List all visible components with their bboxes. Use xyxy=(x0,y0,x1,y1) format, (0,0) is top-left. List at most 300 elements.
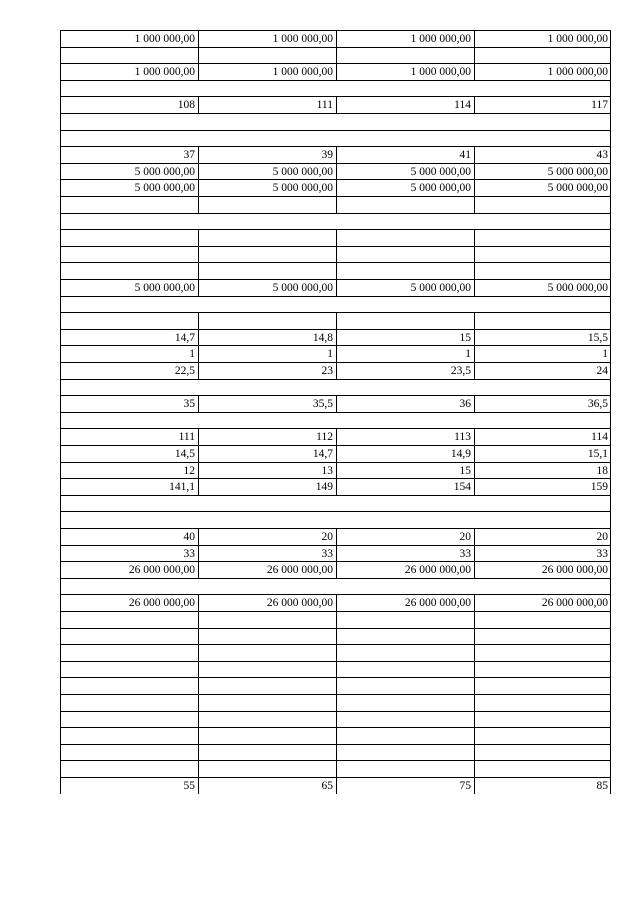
table-border-right xyxy=(610,379,611,396)
column-divider xyxy=(474,760,475,777)
table-border-right xyxy=(610,578,611,595)
table-cell: 5 000 000,00 xyxy=(134,182,195,195)
table-cell: 33 xyxy=(459,547,471,560)
table-cell xyxy=(474,47,611,63)
table-border-right xyxy=(610,661,611,678)
column-divider xyxy=(474,445,475,462)
table-border-left xyxy=(60,262,61,279)
table-cell: 14,5 xyxy=(174,448,195,461)
row-divider xyxy=(60,80,611,81)
table-cell xyxy=(60,744,198,760)
table-row xyxy=(60,495,611,512)
column-divider xyxy=(198,777,199,794)
table-cell: 65 xyxy=(321,780,333,793)
table-border-left xyxy=(60,113,61,130)
table-border-left xyxy=(60,462,61,479)
table-border-right xyxy=(610,462,611,479)
table-border-right xyxy=(610,329,611,346)
table-cell: 35,5 xyxy=(312,398,333,411)
column-divider xyxy=(336,777,337,794)
column-divider xyxy=(474,279,475,296)
table-border-left xyxy=(60,528,61,545)
table-border-left xyxy=(60,246,61,263)
column-divider xyxy=(474,262,475,279)
column-divider xyxy=(198,478,199,495)
table-cell xyxy=(474,661,611,677)
table-cell: 23,5 xyxy=(450,365,471,378)
table-border-right xyxy=(610,677,611,694)
table-cell: 36 xyxy=(459,398,471,411)
table-cell xyxy=(60,246,198,262)
table-cell xyxy=(60,229,198,245)
table-border-left xyxy=(60,711,61,728)
column-divider xyxy=(336,362,337,379)
column-divider xyxy=(198,395,199,412)
column-divider xyxy=(336,312,337,329)
table-cell xyxy=(198,611,336,627)
table-cell: 1 xyxy=(602,348,608,361)
table-cell xyxy=(198,727,336,743)
table-row xyxy=(60,412,611,429)
table-border-right xyxy=(610,711,611,728)
table-cell: 35 xyxy=(183,398,195,411)
table-cell xyxy=(60,213,611,230)
table-border-right xyxy=(610,96,611,113)
column-divider xyxy=(336,694,337,711)
table-cell: 26 000 000,00 xyxy=(128,564,195,577)
table-cell: 1 000 000,00 xyxy=(272,33,333,46)
table-border-right xyxy=(610,561,611,578)
table-cell xyxy=(474,694,611,710)
column-divider xyxy=(474,478,475,495)
column-divider xyxy=(198,146,199,163)
table-cell xyxy=(60,711,198,727)
column-divider xyxy=(474,528,475,545)
table-cell: 33 xyxy=(321,547,333,560)
table-cell xyxy=(60,727,198,743)
table-cell xyxy=(60,495,611,512)
table-border-right xyxy=(610,146,611,163)
table-cell xyxy=(60,379,611,396)
table-cell xyxy=(60,661,198,677)
table-cell xyxy=(198,677,336,693)
table-border-right xyxy=(610,130,611,147)
column-divider xyxy=(336,229,337,246)
column-divider xyxy=(336,146,337,163)
table-border-right xyxy=(610,30,611,47)
column-divider xyxy=(336,30,337,47)
table-cell: 159 xyxy=(590,481,608,494)
table-cell: 33 xyxy=(596,547,608,560)
column-divider xyxy=(474,727,475,744)
column-divider xyxy=(336,545,337,562)
table-row xyxy=(60,80,611,97)
table-cell: 5 000 000,00 xyxy=(547,182,608,195)
table-cell: 26 000 000,00 xyxy=(541,564,608,577)
table-row xyxy=(60,213,611,230)
table-cell xyxy=(336,262,474,278)
table-cell xyxy=(60,694,198,710)
table-border-right xyxy=(610,262,611,279)
column-divider xyxy=(198,229,199,246)
table-border-left xyxy=(60,130,61,147)
table-cell xyxy=(336,611,474,627)
table-border-right xyxy=(610,644,611,661)
table-cell xyxy=(198,760,336,776)
column-divider xyxy=(198,711,199,728)
table-cell xyxy=(198,229,336,245)
table-border-left xyxy=(60,312,61,329)
table-cell xyxy=(198,47,336,63)
table-cell: 43 xyxy=(596,149,608,162)
table-cell: 113 xyxy=(454,431,471,444)
table-row xyxy=(60,379,611,396)
column-divider xyxy=(198,561,199,578)
table-border-left xyxy=(60,511,61,528)
table-border-left xyxy=(60,744,61,761)
column-divider xyxy=(336,478,337,495)
column-divider xyxy=(336,428,337,445)
table-cell xyxy=(60,677,198,693)
column-divider xyxy=(336,196,337,213)
table-cell: 5 000 000,00 xyxy=(272,282,333,295)
table-cell xyxy=(474,246,611,262)
table-cell xyxy=(198,711,336,727)
table-cell: 20 xyxy=(321,531,333,544)
table-border-right xyxy=(610,511,611,528)
row-divider xyxy=(60,296,611,297)
table-border-left xyxy=(60,47,61,64)
column-divider xyxy=(336,163,337,180)
table-border-right xyxy=(610,545,611,562)
column-divider xyxy=(336,329,337,346)
table-border-left xyxy=(60,478,61,495)
column-divider xyxy=(474,644,475,661)
table-cell xyxy=(198,312,336,328)
column-divider xyxy=(198,594,199,611)
table-border-right xyxy=(610,395,611,412)
column-divider xyxy=(336,611,337,628)
column-divider xyxy=(474,661,475,678)
table-border-left xyxy=(60,628,61,645)
table-border-right xyxy=(610,47,611,64)
column-divider xyxy=(336,279,337,296)
table-cell: 26 000 000,00 xyxy=(266,597,333,610)
table-border-left xyxy=(60,661,61,678)
table-cell xyxy=(60,611,198,627)
table-cell xyxy=(60,80,611,97)
table-cell: 111 xyxy=(178,431,195,444)
table-border-right xyxy=(610,312,611,329)
table-border-left xyxy=(60,80,61,97)
column-divider xyxy=(474,179,475,196)
table-cell xyxy=(198,246,336,262)
column-divider xyxy=(336,760,337,777)
table-border-left xyxy=(60,30,61,47)
column-divider xyxy=(474,196,475,213)
table-border-right xyxy=(610,279,611,296)
table-cell: 5 000 000,00 xyxy=(547,282,608,295)
table-row xyxy=(60,296,611,313)
table-cell: 40 xyxy=(183,531,195,544)
table-cell: 5 000 000,00 xyxy=(410,282,471,295)
table-border-left xyxy=(60,495,61,512)
table-cell xyxy=(60,130,611,147)
column-divider xyxy=(198,345,199,362)
column-divider xyxy=(474,96,475,113)
row-divider xyxy=(60,379,611,380)
table-cell: 15,5 xyxy=(587,331,608,344)
table-border-left xyxy=(60,179,61,196)
table-border-left xyxy=(60,296,61,313)
column-divider xyxy=(474,329,475,346)
column-divider xyxy=(198,611,199,628)
table-border-right xyxy=(610,296,611,313)
table-cell xyxy=(60,511,611,528)
table-cell: 41 xyxy=(459,149,471,162)
table-cell: 141,1 xyxy=(169,481,195,494)
table-cell xyxy=(474,744,611,760)
table-cell xyxy=(60,628,198,644)
table-cell xyxy=(60,113,611,130)
row-divider xyxy=(60,511,611,512)
column-divider xyxy=(198,329,199,346)
column-divider xyxy=(336,395,337,412)
table-border-left xyxy=(60,760,61,777)
table-cell: 5 000 000,00 xyxy=(410,165,471,178)
table-cell: 26 000 000,00 xyxy=(404,564,471,577)
table-row xyxy=(60,113,611,130)
table-border-right xyxy=(610,694,611,711)
column-divider xyxy=(336,677,337,694)
column-divider xyxy=(198,47,199,64)
table-border-right xyxy=(610,362,611,379)
column-divider xyxy=(336,561,337,578)
column-divider xyxy=(198,760,199,777)
column-divider xyxy=(474,777,475,794)
table-cell: 1 000 000,00 xyxy=(547,33,608,46)
column-divider xyxy=(474,594,475,611)
column-divider xyxy=(336,727,337,744)
table-border-left xyxy=(60,196,61,213)
column-divider xyxy=(474,428,475,445)
column-divider xyxy=(198,279,199,296)
table-cell xyxy=(198,262,336,278)
table-border-left xyxy=(60,96,61,113)
table-cell: 1 000 000,00 xyxy=(134,66,195,79)
table-border-left xyxy=(60,229,61,246)
table-row xyxy=(60,130,611,147)
table-border-right xyxy=(610,528,611,545)
table-border-left xyxy=(60,213,61,230)
table-cell xyxy=(474,611,611,627)
table-cell: 23 xyxy=(321,365,333,378)
table-border-left xyxy=(60,611,61,628)
table-cell: 20 xyxy=(459,531,471,544)
table-cell xyxy=(474,262,611,278)
table-cell: 1 000 000,00 xyxy=(272,66,333,79)
table-border-left xyxy=(60,777,61,794)
table-cell xyxy=(474,312,611,328)
table-border-right xyxy=(610,594,611,611)
column-divider xyxy=(474,30,475,47)
table-cell: 1 000 000,00 xyxy=(134,33,195,46)
table-cell xyxy=(198,744,336,760)
table-cell xyxy=(198,196,336,212)
table-cell: 24 xyxy=(596,365,608,378)
table-cell xyxy=(60,262,198,278)
column-divider xyxy=(198,727,199,744)
row-divider xyxy=(60,130,611,131)
table-cell xyxy=(198,628,336,644)
table-border-left xyxy=(60,146,61,163)
table-border-right xyxy=(610,445,611,462)
table-cell: 15 xyxy=(459,331,471,344)
row-divider xyxy=(60,578,611,579)
table-cell: 85 xyxy=(596,780,608,793)
column-divider xyxy=(198,694,199,711)
table-border-right xyxy=(610,628,611,645)
table-border-right xyxy=(610,163,611,180)
table-border-right xyxy=(610,179,611,196)
column-divider xyxy=(198,246,199,263)
column-divider xyxy=(474,345,475,362)
column-divider xyxy=(198,63,199,80)
table-cell xyxy=(336,677,474,693)
table-cell xyxy=(474,229,611,245)
table-cell: 1 xyxy=(189,348,195,361)
column-divider xyxy=(474,611,475,628)
row-divider xyxy=(60,495,611,496)
column-divider xyxy=(198,428,199,445)
column-divider xyxy=(336,628,337,645)
table-cell: 39 xyxy=(321,149,333,162)
table-cell xyxy=(336,246,474,262)
table-cell: 112 xyxy=(316,431,333,444)
table-cell: 75 xyxy=(459,780,471,793)
table-cell: 14,7 xyxy=(312,448,333,461)
table-border-right xyxy=(610,213,611,230)
table-border-right xyxy=(610,744,611,761)
table-cell xyxy=(336,47,474,63)
column-divider xyxy=(474,561,475,578)
table-cell xyxy=(336,744,474,760)
column-divider xyxy=(474,545,475,562)
table-cell xyxy=(60,47,198,63)
table-cell xyxy=(336,760,474,776)
column-divider xyxy=(474,362,475,379)
column-divider xyxy=(474,744,475,761)
column-divider xyxy=(198,545,199,562)
table-cell xyxy=(474,196,611,212)
column-divider xyxy=(198,661,199,678)
table-border-left xyxy=(60,594,61,611)
column-divider xyxy=(474,711,475,728)
column-divider xyxy=(474,63,475,80)
table-border-left xyxy=(60,578,61,595)
table-cell xyxy=(336,711,474,727)
table-border-right xyxy=(610,428,611,445)
table-border-right xyxy=(610,113,611,130)
table-border-left xyxy=(60,329,61,346)
table-cell: 1 000 000,00 xyxy=(410,33,471,46)
table-border-right xyxy=(610,478,611,495)
table-cell xyxy=(60,578,611,595)
table-cell: 20 xyxy=(596,531,608,544)
table-cell: 114 xyxy=(591,431,608,444)
table-cell xyxy=(336,229,474,245)
table-cell: 149 xyxy=(315,481,333,494)
column-divider xyxy=(336,246,337,263)
column-divider xyxy=(474,628,475,645)
table-border-right xyxy=(610,412,611,429)
table-cell: 1 xyxy=(327,348,333,361)
column-divider xyxy=(336,445,337,462)
column-divider xyxy=(474,312,475,329)
column-divider xyxy=(198,312,199,329)
table-cell xyxy=(336,644,474,660)
table-border-right xyxy=(610,246,611,263)
column-divider xyxy=(336,96,337,113)
column-divider xyxy=(336,644,337,661)
table-cell: 1 000 000,00 xyxy=(547,66,608,79)
column-divider xyxy=(336,661,337,678)
column-divider xyxy=(198,262,199,279)
table-cell: 5 000 000,00 xyxy=(547,165,608,178)
table-cell: 13 xyxy=(321,464,333,477)
table-cell xyxy=(60,296,611,313)
table-border-left xyxy=(60,694,61,711)
table-cell: 26 000 000,00 xyxy=(541,597,608,610)
table-cell: 15,1 xyxy=(587,448,608,461)
column-divider xyxy=(198,445,199,462)
table-cell xyxy=(474,727,611,743)
table-border-left xyxy=(60,163,61,180)
table-cell xyxy=(60,196,198,212)
table-border-left xyxy=(60,545,61,562)
table-border-left xyxy=(60,428,61,445)
table-cell xyxy=(474,677,611,693)
column-divider xyxy=(336,47,337,64)
table-cell xyxy=(60,312,198,328)
column-divider xyxy=(474,395,475,412)
table-row xyxy=(60,578,611,595)
table-border-left xyxy=(60,727,61,744)
table-cell: 36,5 xyxy=(587,398,608,411)
table-border-left xyxy=(60,644,61,661)
data-table xyxy=(60,30,611,794)
table-cell: 12 xyxy=(183,464,195,477)
table-cell xyxy=(336,661,474,677)
column-divider xyxy=(198,528,199,545)
table-border-right xyxy=(610,495,611,512)
table-border-right xyxy=(610,80,611,97)
table-cell: 14,7 xyxy=(174,331,195,344)
column-divider xyxy=(336,744,337,761)
table-cell: 14,8 xyxy=(312,331,333,344)
table-border-left xyxy=(60,345,61,362)
column-divider xyxy=(336,711,337,728)
table-cell xyxy=(60,644,198,660)
column-divider xyxy=(474,146,475,163)
table-border-right xyxy=(610,196,611,213)
column-divider xyxy=(198,628,199,645)
table-border-left xyxy=(60,279,61,296)
row-divider xyxy=(60,412,611,413)
table-cell: 5 000 000,00 xyxy=(134,165,195,178)
table-border-left xyxy=(60,445,61,462)
table-cell: 14,9 xyxy=(450,448,471,461)
